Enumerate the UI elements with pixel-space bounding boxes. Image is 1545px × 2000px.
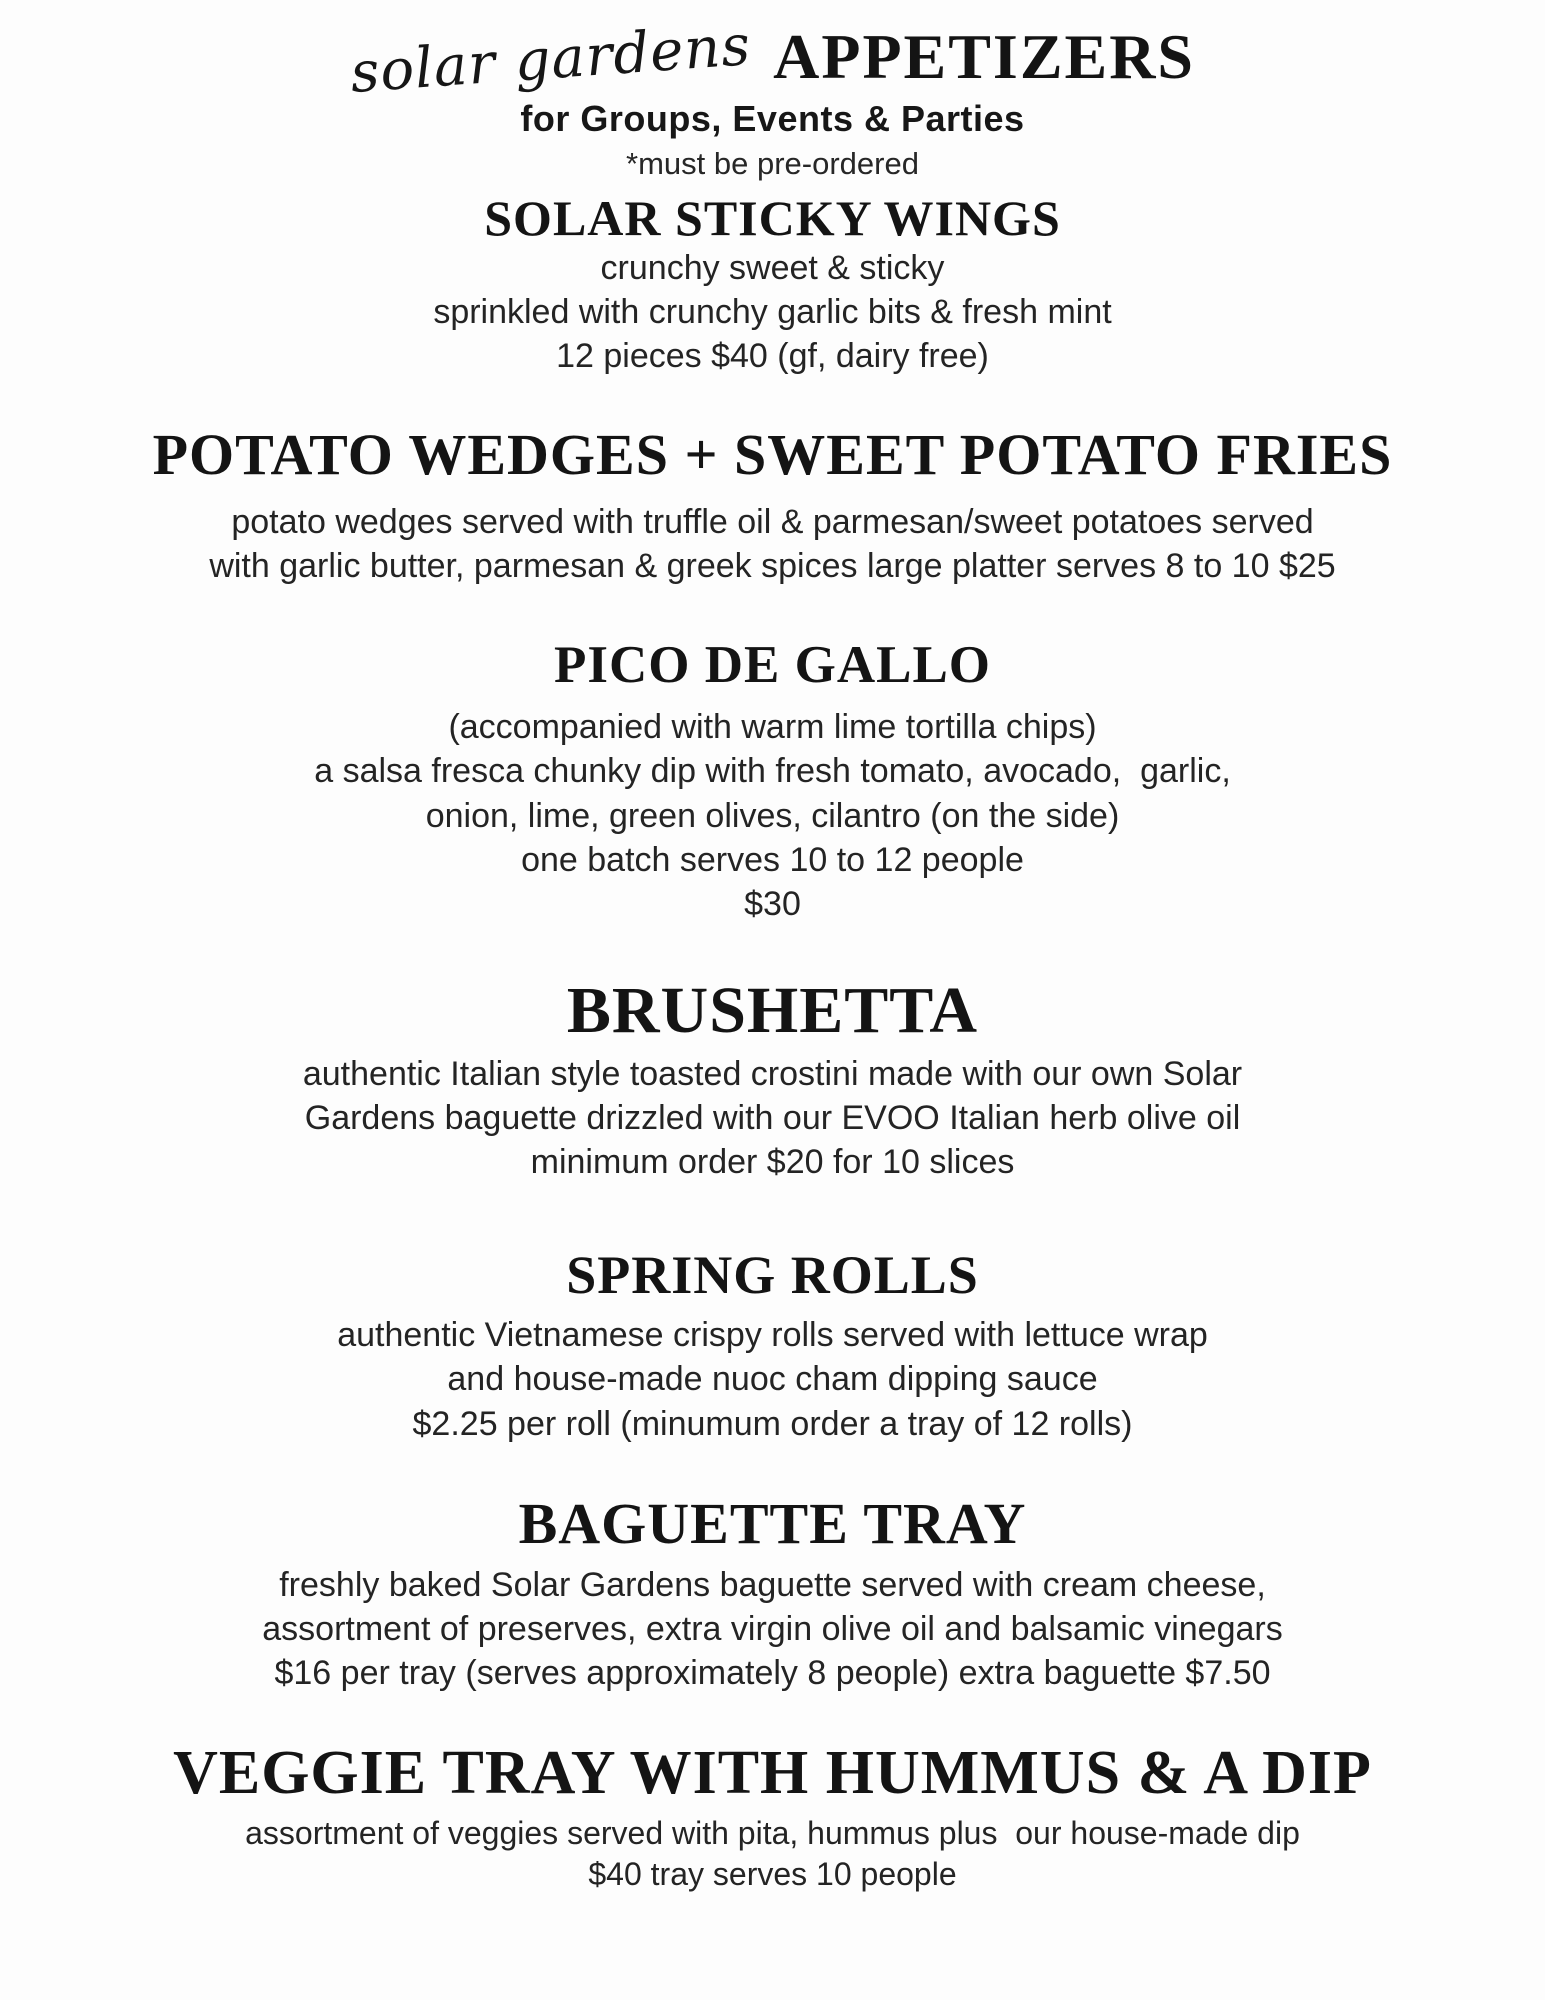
section-title: POTATO WEDGES + SWEET POTATO FRIES — [152, 421, 1393, 487]
menu-section-potato-wedges — [0, 423, 1545, 588]
menu-line: assortment of preserves, extra virgin olive oil and balsamic vinegars — [262, 1609, 1283, 1648]
menu-section-brushetta — [0, 974, 1545, 1184]
section-title: BRUSHETTA — [566, 974, 979, 1048]
section-title: VEGGIE TRAY WITH HUMMUS & A DIP — [173, 1739, 1372, 1808]
page-title: APPETIZERS — [773, 21, 1195, 92]
menu-line: assortment of veggies served with pita, hummus plus our house-made dip — [245, 1814, 1300, 1851]
menu-header — [0, 8, 1545, 182]
menu-line: authentic Vietnamese crispy rolls served with lettuce wrap — [337, 1316, 1208, 1355]
preorder-note: *must be pre-ordered — [626, 146, 919, 181]
menu-line: crunchy sweet & sticky — [600, 249, 945, 287]
menu-line: and house-made nuoc cham dipping sauce — [447, 1360, 1098, 1399]
menu-line: minimum order $20 for 10 slices — [530, 1143, 1015, 1182]
section-title: SOLAR STICKY WINGS — [484, 190, 1061, 246]
menu-line: 12 pieces $40 (gf, dairy free) — [556, 337, 989, 376]
section-title: BAGUETTE TRAY — [518, 1490, 1027, 1556]
menu-line: $16 per tray (serves approximately 8 people) extra baguette $7.50 — [274, 1654, 1271, 1693]
menu-line: onion, lime, green olives, cilantro (on the side) — [425, 796, 1120, 835]
menu-section-baguette-tray — [0, 1492, 1545, 1696]
menu-line: a salsa fresca chunky dip with fresh tomato, avocado, garlic, — [314, 752, 1231, 791]
menu-section-solar-sticky-wings — [0, 190, 1545, 379]
menu-line: $40 tray serves 10 people — [588, 1856, 957, 1893]
brand-row — [0, 8, 1545, 106]
menu-price-line: $30 — [744, 885, 801, 923]
menu-section-pico-de-gallo — [0, 636, 1545, 926]
menu-line: sprinkled with crunchy garlic bits & fresh mint — [433, 293, 1112, 332]
menu-section-veggie-tray — [0, 1739, 1545, 1896]
menu-line: one batch serves 10 to 12 people — [521, 840, 1024, 879]
menu-section-spring-rolls — [0, 1245, 1545, 1446]
menu-subtitle: for Groups, Events & Parties — [520, 98, 1025, 139]
menu-line: authentic Italian style toasted crostini made with our own Solar — [302, 1055, 1243, 1094]
menu-line: Gardens baguette drizzled with our EVOO Italian herb olive oil — [304, 1099, 1241, 1138]
menu-line: freshly baked Solar Gardens baguette served with cream cheese, — [279, 1565, 1266, 1604]
brand-logo-text: solar gardens — [348, 12, 754, 106]
menu-line: with garlic butter, parmesan & greek spices large platter serves 8 to 10 $25 — [209, 546, 1336, 585]
menu-line: potato wedges served with truffle oil & parmesan/sweet potatoes served — [231, 502, 1314, 541]
section-title: SPRING ROLLS — [566, 1244, 979, 1305]
section-title: PICO DE GALLO — [553, 635, 992, 694]
menu-line: $2.25 per roll (minumum order a tray of 12 rolls) — [412, 1404, 1133, 1443]
menu-line: (accompanied with warm lime tortilla chips) — [448, 708, 1097, 747]
